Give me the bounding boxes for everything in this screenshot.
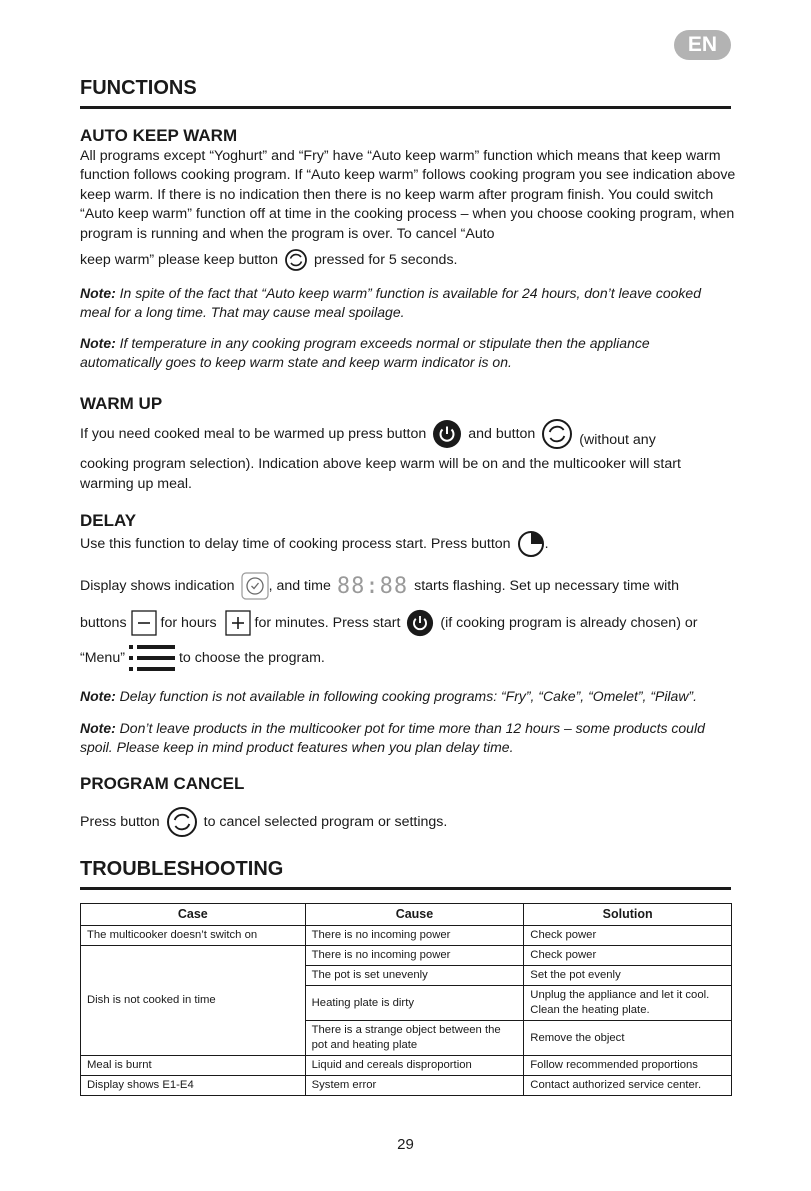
cancel-line-text-a: keep warm” please keep button	[80, 252, 278, 268]
program-cancel-text-b: to cancel selected program or settings.	[203, 814, 448, 830]
menu-icon	[129, 643, 175, 673]
table-row	[81, 1076, 732, 1096]
solution-cell: Remove the object	[524, 1021, 732, 1056]
delay-note-1	[80, 687, 735, 706]
delay-text-c: Display shows indication	[80, 578, 235, 594]
title-divider	[80, 106, 731, 109]
program-cancel-line	[80, 806, 447, 838]
program-cancel-text-a: Press button	[80, 814, 160, 830]
delay-text-d: , and time	[268, 578, 331, 594]
cancel-circle-arrow-icon	[284, 248, 308, 272]
delay-line-3	[80, 609, 697, 637]
warm-up-line-1	[80, 418, 656, 450]
solution-cell: Check power	[524, 946, 732, 966]
column-header-solution: Solution	[524, 904, 732, 926]
delay-text-e: starts flashing. Set up necessary time with	[414, 578, 680, 594]
cause-cell: There is no incoming power	[305, 946, 524, 966]
column-header-cause: Cause	[305, 904, 524, 926]
note-label: Note:	[80, 688, 116, 704]
table-header-row	[81, 904, 732, 926]
delay-text-b: .	[544, 536, 549, 552]
power-start-icon	[406, 609, 434, 637]
display-time-readout: 88:88	[336, 573, 409, 599]
note-text: Delay function is not available in following cooking programs: “Fry”, “Cake”, “Omelet”, “Pilaw”.	[115, 688, 697, 704]
note-text: In spite of the fact that “Auto keep warm” function is available for 24 hours, don’t leave cooked meal for a long time. That may cause meal spoilage.	[80, 285, 701, 321]
solution-cell: Set the pot evenly	[524, 966, 732, 986]
cause-cell: There is no incoming power	[305, 926, 524, 946]
warm-up-text-c: (without any	[579, 432, 656, 448]
note-label: Note:	[80, 720, 116, 736]
cause-cell: Heating plate is dirty	[305, 986, 524, 1021]
warm-up-text-b: and button	[468, 426, 536, 442]
note-text: Don’t leave products in the multicooker pot for time more than 12 hours – some products could spoil. Please keep in mind product features when you plan delay time.	[80, 720, 705, 756]
auto-keep-warm-cancel-line	[80, 248, 457, 272]
circle-arrow-icon	[166, 806, 198, 838]
cause-cell: There is a strange object between the pot and heating plate	[305, 1021, 524, 1056]
case-cell: The multicooker doesn’t switch on	[81, 926, 306, 946]
note-label: Note:	[80, 335, 116, 351]
minus-hours-icon	[131, 610, 157, 636]
language-badge: EN	[674, 30, 731, 60]
delay-text-a: Use this function to delay time of cooking process start. Press button	[80, 536, 511, 552]
warm-up-heading: WARM UP	[80, 394, 163, 413]
delay-clock-icon	[517, 530, 545, 558]
circle-arrow-icon	[541, 418, 573, 450]
cause-cell: Liquid and cereals disproportion	[305, 1056, 524, 1076]
page-number: 29	[397, 1136, 414, 1153]
delay-text-g: for hours	[160, 615, 217, 631]
cancel-line-text-b: pressed for 5 seconds.	[313, 252, 458, 268]
program-cancel-heading: PROGRAM CANCEL	[80, 774, 245, 793]
troubleshooting-title: TROUBLESHOOTING	[80, 858, 284, 880]
case-cell: Dish is not cooked in time	[81, 946, 306, 1056]
auto-keep-warm-paragraph: All programs except “Yoghurt” and “Fry” have “Auto keep warm” function which means that keep warm function follows cooking program. If “Auto keep warm” follows cooking program you see indication above keep warm. If there is no indication then there is no keep warm after program finish. You could switch “Auto keep warm” function off at time in the cooking process – when you choose cooking program, when program is running and when the program is over. To cancel “Auto	[80, 148, 736, 242]
cause-cell: The pot is set unevenly	[305, 966, 524, 986]
table-row	[81, 1056, 732, 1076]
page-title: FUNCTIONS	[80, 77, 197, 99]
cause-cell: System error	[305, 1076, 524, 1096]
case-cell: Display shows E1-E4	[81, 1076, 306, 1096]
solution-cell: Unplug the appliance and let it cool. Clean the heating plate.	[524, 986, 732, 1021]
table-row	[81, 926, 732, 946]
plus-minutes-icon	[225, 610, 251, 636]
solution-cell: Follow recommended proportions	[524, 1056, 732, 1076]
auto-keep-warm-note-2	[80, 334, 735, 373]
column-header-case: Case	[81, 904, 306, 926]
case-cell: Meal is burnt	[81, 1056, 306, 1076]
troubleshooting-divider	[80, 887, 731, 890]
delay-text-k: to choose the program.	[178, 650, 325, 666]
delay-line-4	[80, 643, 325, 673]
table-row	[81, 946, 732, 966]
delay-text-f: buttons	[80, 615, 127, 631]
troubleshooting-table	[80, 903, 732, 1096]
delay-heading: DELAY	[80, 511, 137, 530]
note-text: If temperature in any cooking program exceeds normal or stipulate then the appliance automatically goes to keep warm state and keep warm indicator is on.	[80, 335, 650, 371]
solution-cell: Contact authorized service center.	[524, 1076, 732, 1096]
warm-up-line-3: warming up meal.	[80, 476, 192, 492]
auto-keep-warm-heading: AUTO KEEP WARM	[80, 126, 238, 145]
timer-indicator-icon	[241, 572, 269, 600]
delay-line-1	[80, 530, 549, 558]
delay-text-h: for minutes. Press start	[254, 615, 401, 631]
note-label: Note:	[80, 285, 116, 301]
solution-cell: Check power	[524, 926, 732, 946]
delay-note-2	[80, 719, 735, 758]
delay-text-i: (if cooking program is already chosen) or	[440, 615, 698, 631]
warm-up-text-a: If you need cooked meal to be warmed up press button	[80, 426, 427, 442]
delay-line-2	[80, 572, 679, 600]
delay-text-j: “Menu”	[80, 650, 125, 666]
power-start-icon	[432, 419, 462, 449]
warm-up-line-2: cooking program selection). Indication above keep warm will be on and the multicooker will start	[80, 456, 681, 472]
auto-keep-warm-note-1	[80, 284, 735, 323]
